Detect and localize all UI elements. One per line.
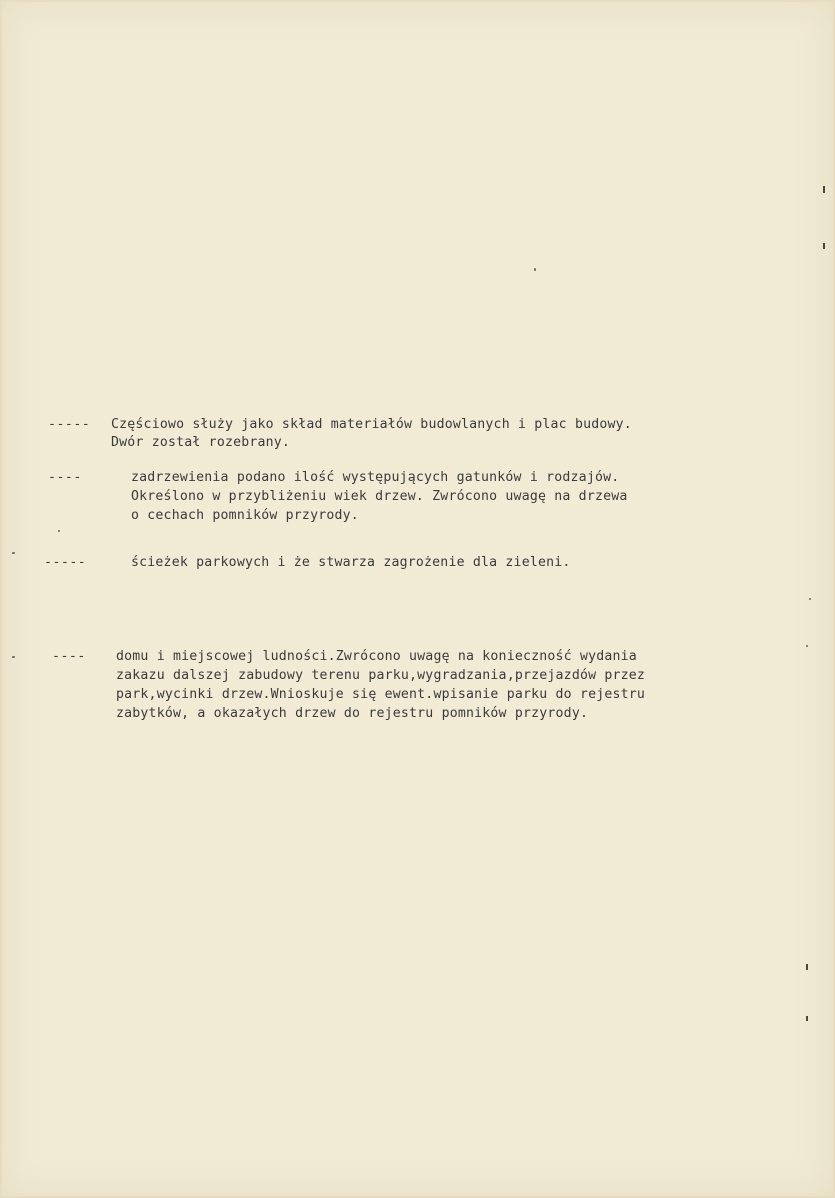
- paper-speck: [806, 645, 808, 647]
- paper-speck: [809, 598, 811, 600]
- dash-marker: -----: [44, 555, 87, 570]
- text-line: o cechach pomników przyrody.: [131, 508, 359, 523]
- dash-marker: ----: [48, 470, 82, 485]
- paper-speck: [58, 530, 60, 532]
- edge-mark: [806, 964, 808, 970]
- text-line: ścieżek parkowych i że stwarza zagrożenie dla zieleni.: [131, 555, 571, 570]
- paper-speck: [534, 268, 536, 271]
- paper-speck: [12, 656, 15, 658]
- text-line: domu i miejscowej ludności.Zwrócono uwagę na konieczność wydania: [116, 649, 637, 664]
- text-line: Określono w przybliżeniu wiek drzew. Zwrócono uwagę na drzewa: [131, 489, 628, 504]
- edge-mark: [806, 1016, 808, 1021]
- text-line: zakazu dalszej zabudowy terenu parku,wygradzania,przejazdów przez: [116, 668, 646, 683]
- text-line: park,wycinki drzew.Wnioskuje się ewent.wpisanie parku do rejestru: [116, 687, 646, 702]
- paper-speck: [12, 552, 15, 554]
- edge-mark: [823, 186, 825, 193]
- edge-mark: [823, 243, 825, 249]
- text-line: Dwór został rozebrany.: [111, 435, 291, 450]
- text-line: Częściowo służy jako skład materiałów budowlanych i plac budowy.: [111, 417, 632, 432]
- text-line: zabytków, a okazałych drzew do rejestru pomników przyrody.: [116, 706, 589, 721]
- text-line: zadrzewienia podano ilość występujących gatunków i rodzajów.: [131, 470, 620, 485]
- dash-marker: ----: [52, 649, 86, 664]
- dash-marker: -----: [48, 417, 91, 432]
